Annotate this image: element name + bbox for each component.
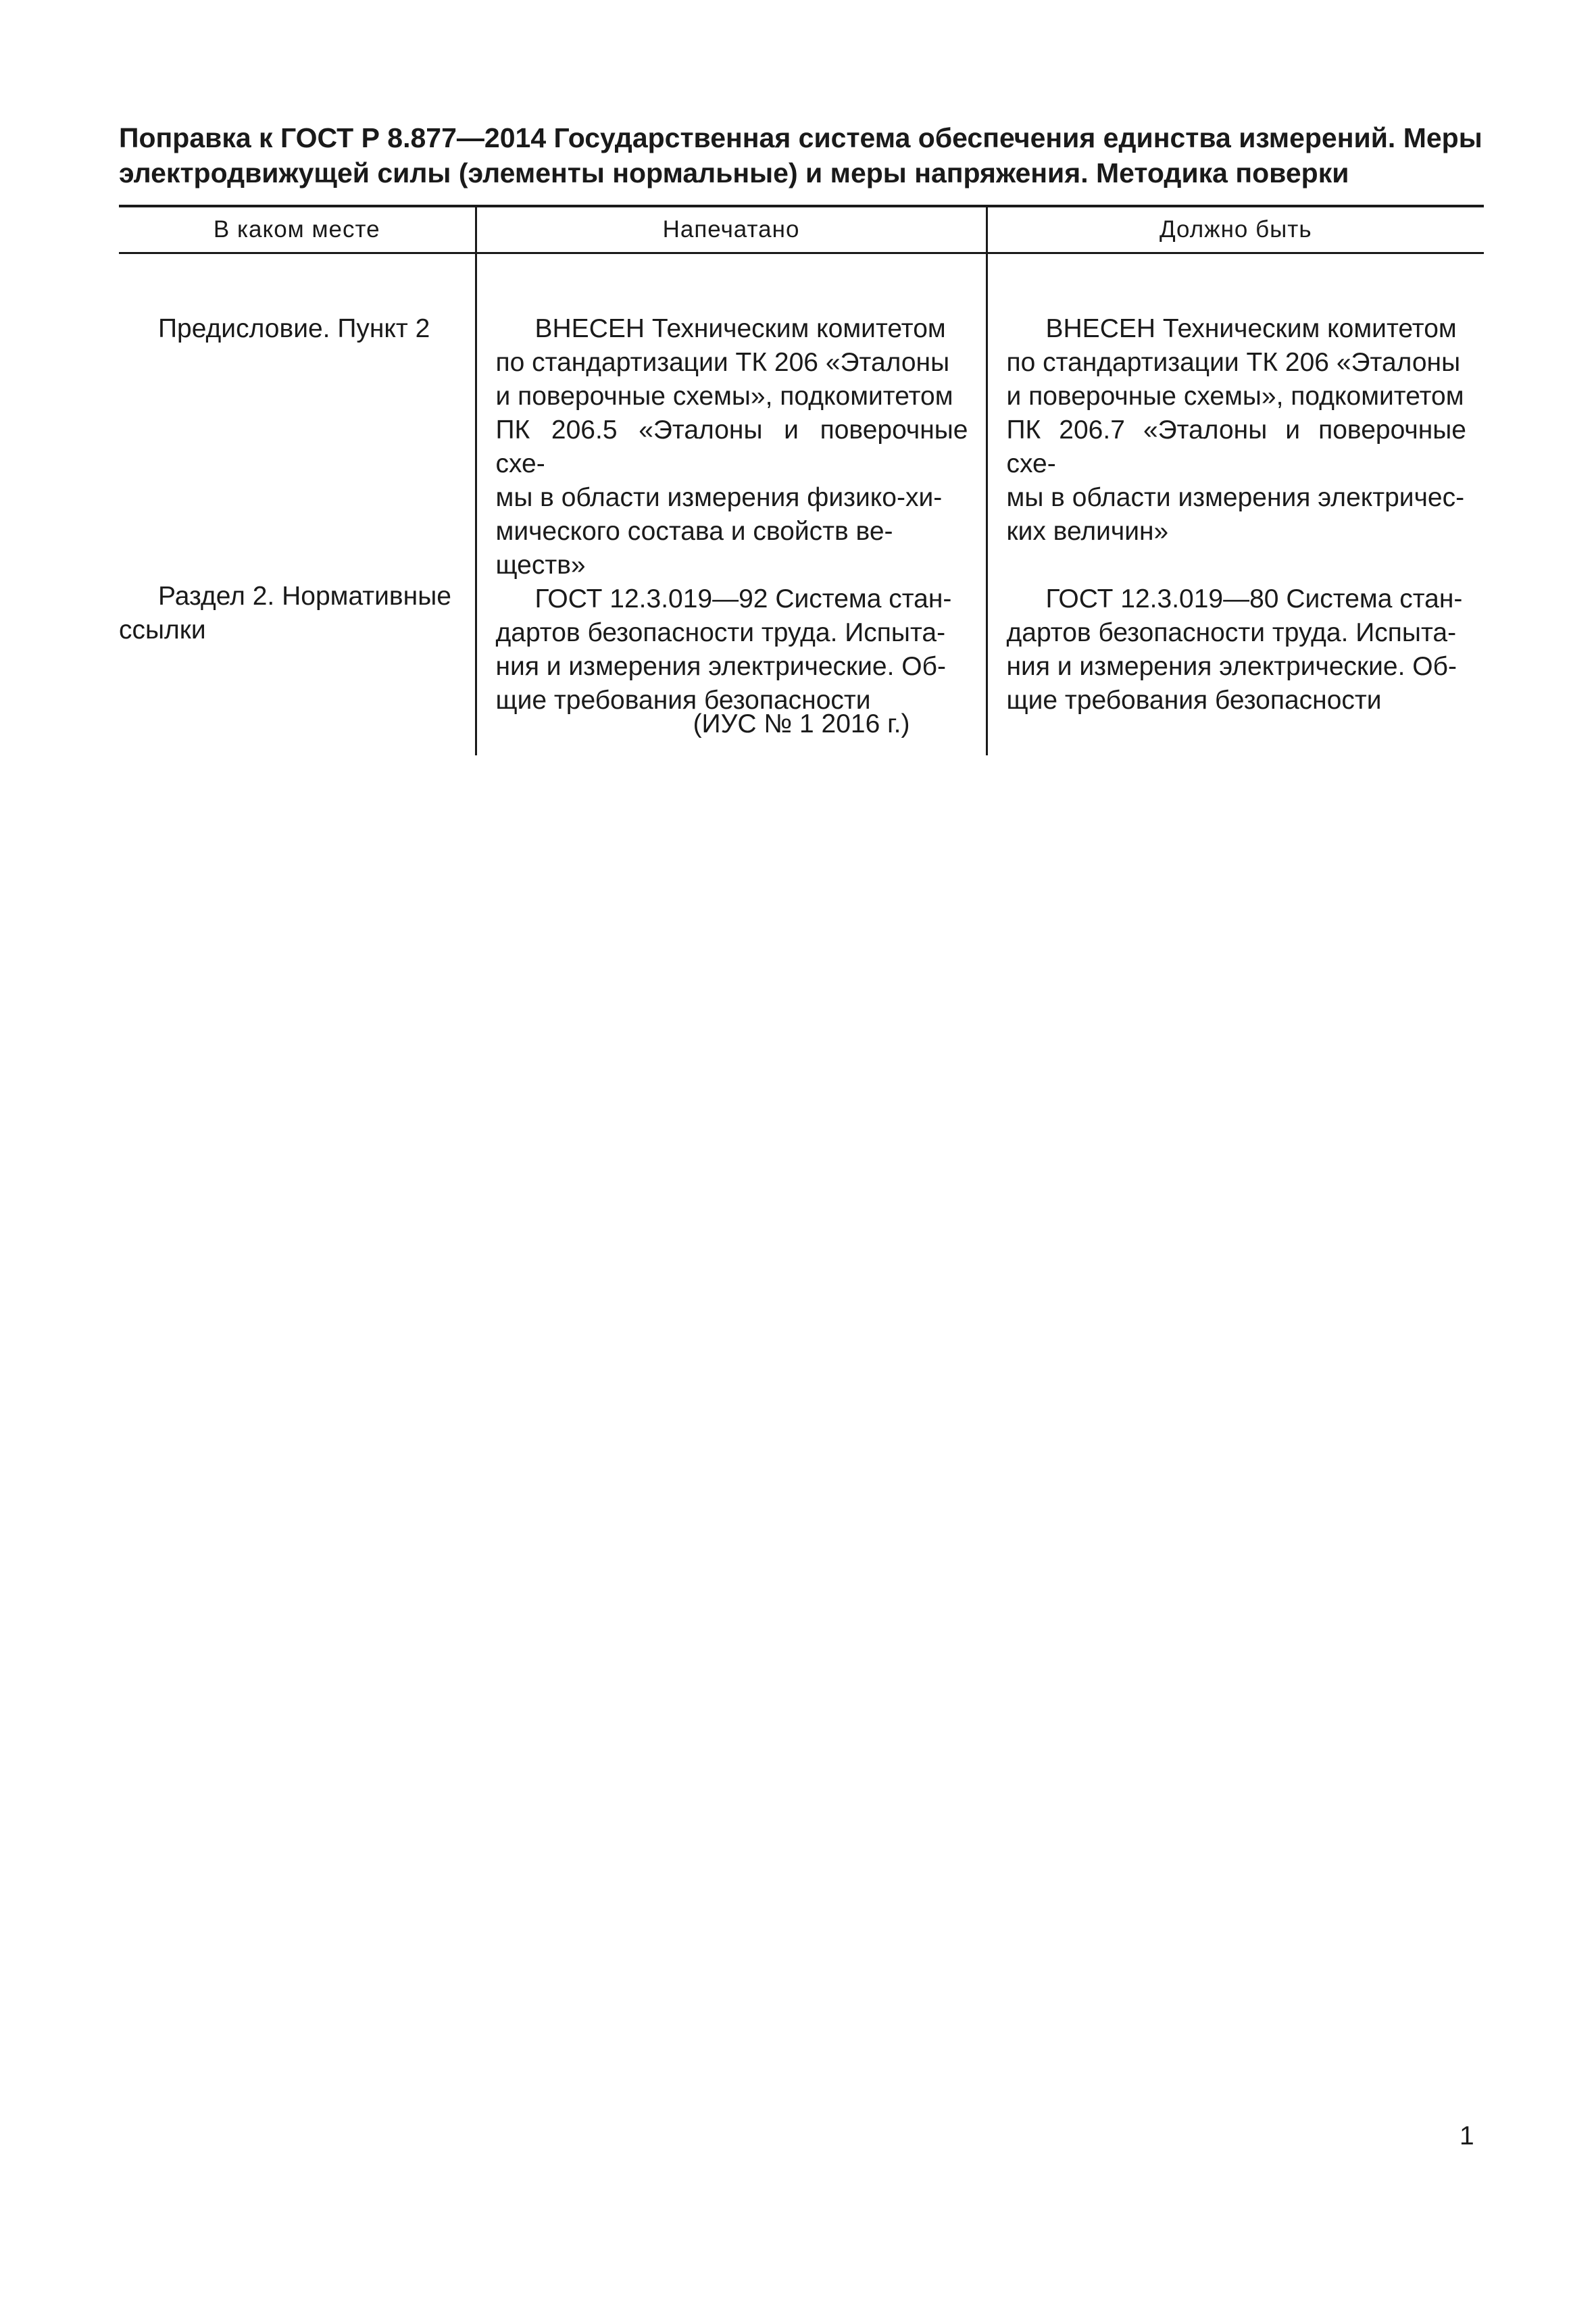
printed-cell	[476, 253, 987, 583]
column-header-place: В каком месте	[119, 206, 476, 253]
printed-text: ВНЕСЕН Техническим комитетом по стандартизации ТК 206 «Эталоны и поверочные схемы», подкомитетом ПК 206.5 «Эталоны и поверочные схе- мы в области измерения физико-хи- мического состава и свойств ве- ществ»	[495, 314, 968, 580]
column-header-printed: Напечатано	[476, 206, 987, 253]
amendment-table	[119, 205, 1484, 755]
table-row	[119, 253, 1484, 583]
issue-reference: (ИУС № 1 2016 г.)	[693, 709, 910, 738]
table-header-row	[119, 206, 1484, 253]
should-be-text: ВНЕСЕН Техническим комитетом по стандартизации ТК 206 «Эталоны и поверочные схемы», подкомитетом ПК 206.7 «Эталоны и поверочные схе- мы в области измерения электричес- ких величин»	[1006, 314, 1466, 546]
place-text: Предисловие. Пункт 2	[158, 314, 430, 343]
printed-text: ГОСТ 12.3.019—92 Система стан- дартов безопасности труда. Испыта- ния и измерения электрические. Об- щие требования безопасности	[495, 584, 952, 715]
should-be-text: ГОСТ 12.3.019—80 Система стан- дартов безопасности труда. Испыта- ния и измерения электрические. Об- щие требования безопасности	[1006, 584, 1463, 715]
column-header-should-be: Должно быть	[987, 206, 1484, 253]
page-title: Поправка к ГОСТ Р 8.877—2014 Государственная система обеспечения единства измерений. Меры электродвижущей силы (элементы нормальные) и меры напряжения. Методика поверки	[119, 122, 1482, 188]
place-cell	[119, 253, 476, 583]
should-be-cell	[987, 253, 1484, 583]
page-number: 1	[1460, 2121, 1474, 2150]
place-text: Раздел 2. Нормативные ссылки	[119, 582, 451, 645]
